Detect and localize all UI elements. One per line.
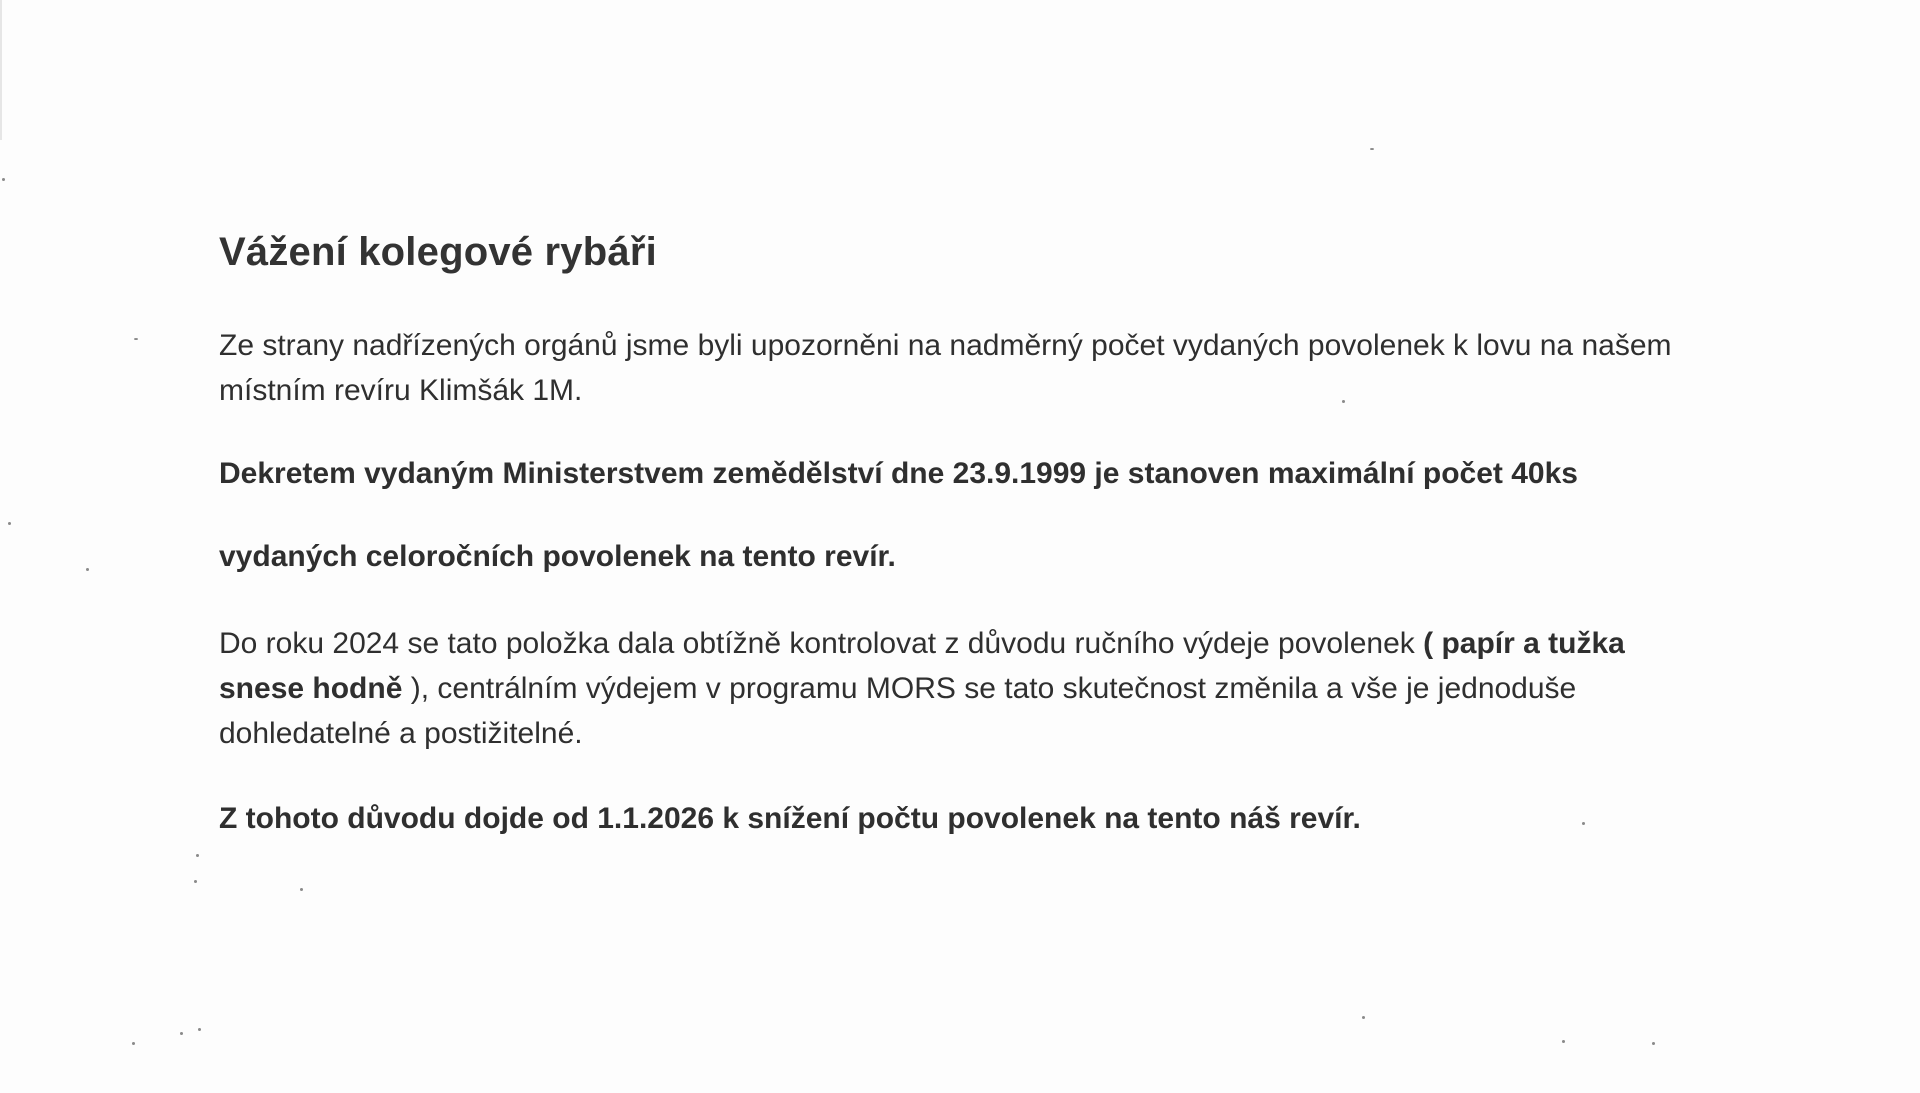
scan-speck (2, 178, 5, 181)
paragraph-decree: Dekretem vydaným Ministerstvem zemědělství dne 23.9.1999 je stanoven maximální počet 40ks (219, 457, 1578, 490)
scan-speck (86, 568, 89, 571)
letter-heading: Vážení kolegové rybáři (219, 230, 657, 274)
scan-speck (1370, 148, 1374, 150)
scan-speck (1562, 1040, 1565, 1043)
scan-speck (180, 1032, 183, 1035)
paragraph-conclusion: Z tohoto důvodu dojde od 1.1.2026 k snížení počtu povolenek na tento náš revír. (219, 802, 1361, 835)
paragraph-notice: Ze strany nadřízených orgánů jsme byli upozorněni na nadměrný počet vydaných povolenek k lovu na našem místním revíru Klimšák 1M. (219, 329, 1672, 407)
scan-speck (198, 1028, 201, 1031)
scan-edge-mark (0, 0, 2, 140)
letter-body (219, 230, 1699, 841)
scan-speck (1652, 1042, 1655, 1045)
scan-speck (194, 880, 197, 883)
paragraph-history-bold: ( papír a tužka snese hodně (219, 627, 1625, 705)
scan-speck (196, 854, 199, 857)
paragraph-history-text-1: Do roku 2024 se tato položka dala obtížně kontrolovat z důvodu ručního výdeje povolenek (219, 627, 1424, 660)
scan-speck (8, 522, 11, 525)
scan-speck (132, 1042, 135, 1045)
paragraph-history (219, 621, 1699, 756)
paragraph-history-text-2: ), centrálním výdejem v programu MORS se tato skutečnost změnila a vše je jednoduše dohledatelné a postižitelné. (219, 672, 1577, 750)
paragraph-decree-continued: vydaných celoročních povolenek na tento revír. (219, 540, 896, 573)
scan-speck (134, 338, 138, 340)
scan-speck (1362, 1016, 1365, 1019)
scan-speck (300, 888, 303, 891)
